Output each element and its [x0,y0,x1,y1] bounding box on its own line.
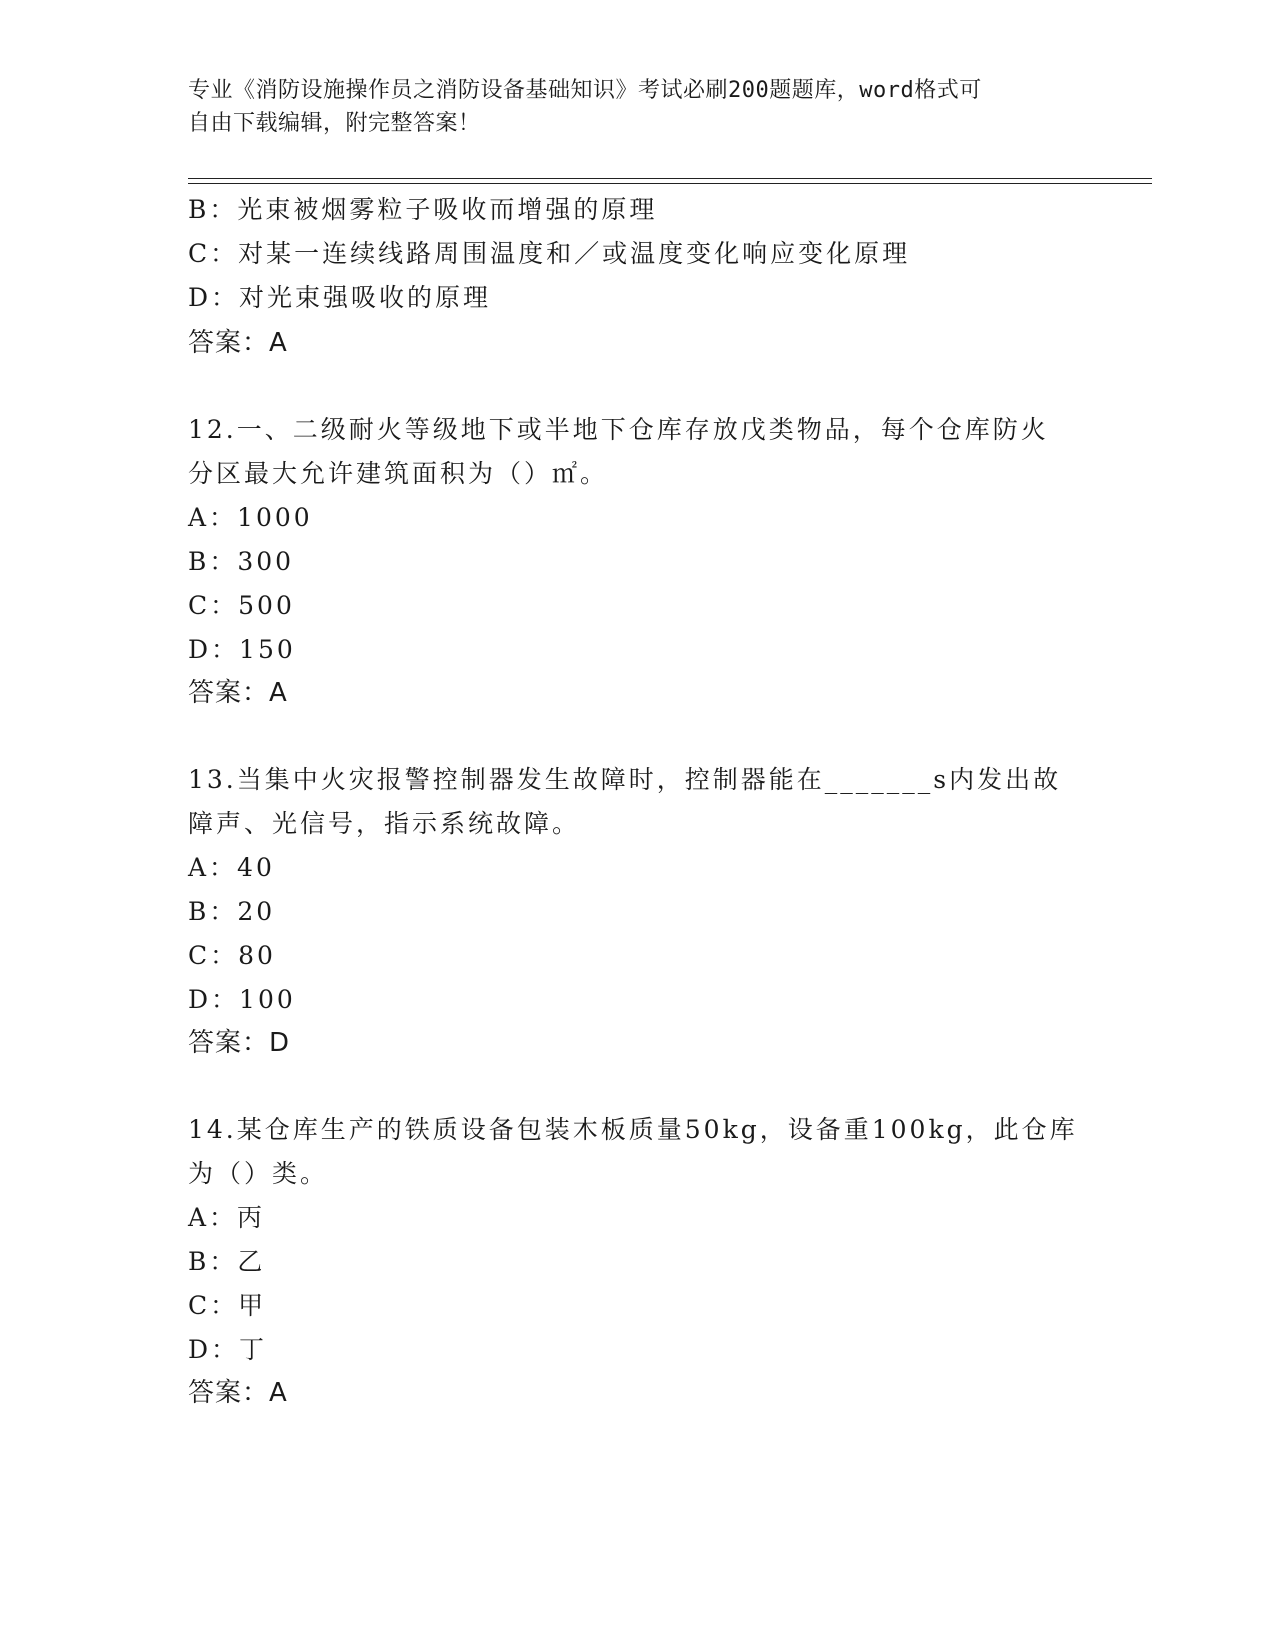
q12-option-d: D：150 [188,635,296,664]
q12-stem-line-2: 分区最大允许建筑面积为（）㎡。 [188,459,609,488]
q11-option-b: B：光束被烟雾粒子吸收而增强的原理 [188,195,658,224]
document-header [188,74,1088,140]
q13-option-a: A：40 [188,853,275,882]
header-divider-top [188,178,1152,179]
header-divider-bottom [188,183,1152,184]
q13-stem-line-1: 13.当集中火灾报警控制器发生故障时，控制器能在_______s内发出故 [188,765,1062,794]
q13-option-b: B：20 [188,897,276,926]
header-line-2: 自由下载编辑，附完整答案！ [188,111,481,136]
q12-option-b: B：300 [188,547,295,576]
q14-answer: 答案：A [188,1378,288,1408]
header-line-1: 专业《消防设施操作员之消防设备基础知识》考试必刷200题题库，word格式可 [188,78,982,103]
q14-stem-line-2: 为（）类。 [188,1159,329,1188]
q11-answer: 答案：A [188,328,288,358]
q13-stem-line-2: 障声、光信号，指示系统故障。 [188,809,581,838]
q13-option-d: D：100 [188,985,296,1014]
q14-stem-line-1: 14.某仓库生产的铁质设备包装木板质量50kg，设备重100kg，此仓库 [188,1115,1078,1144]
q12-answer: 答案：A [188,678,288,708]
q11-option-c: C：对某一连续线路周围温度和／或温度变化响应变化原理 [188,239,911,268]
q13-answer: 答案：D [188,1028,291,1058]
q12-stem-line-1: 12.一、二级耐火等级地下或半地下仓库存放戊类物品，每个仓库防火 [188,415,1049,444]
q14-option-c: C：甲 [188,1291,267,1320]
q12-option-a: A：1000 [188,503,313,532]
q14-option-a: A：丙 [188,1203,266,1232]
q14-option-d: D：丁 [188,1335,268,1364]
q14-option-b: B：乙 [188,1247,266,1276]
q12-option-c: C：500 [188,591,295,620]
q13-option-c: C：80 [188,941,276,970]
q11-option-d: D：对光束强吸收的原理 [188,283,492,312]
